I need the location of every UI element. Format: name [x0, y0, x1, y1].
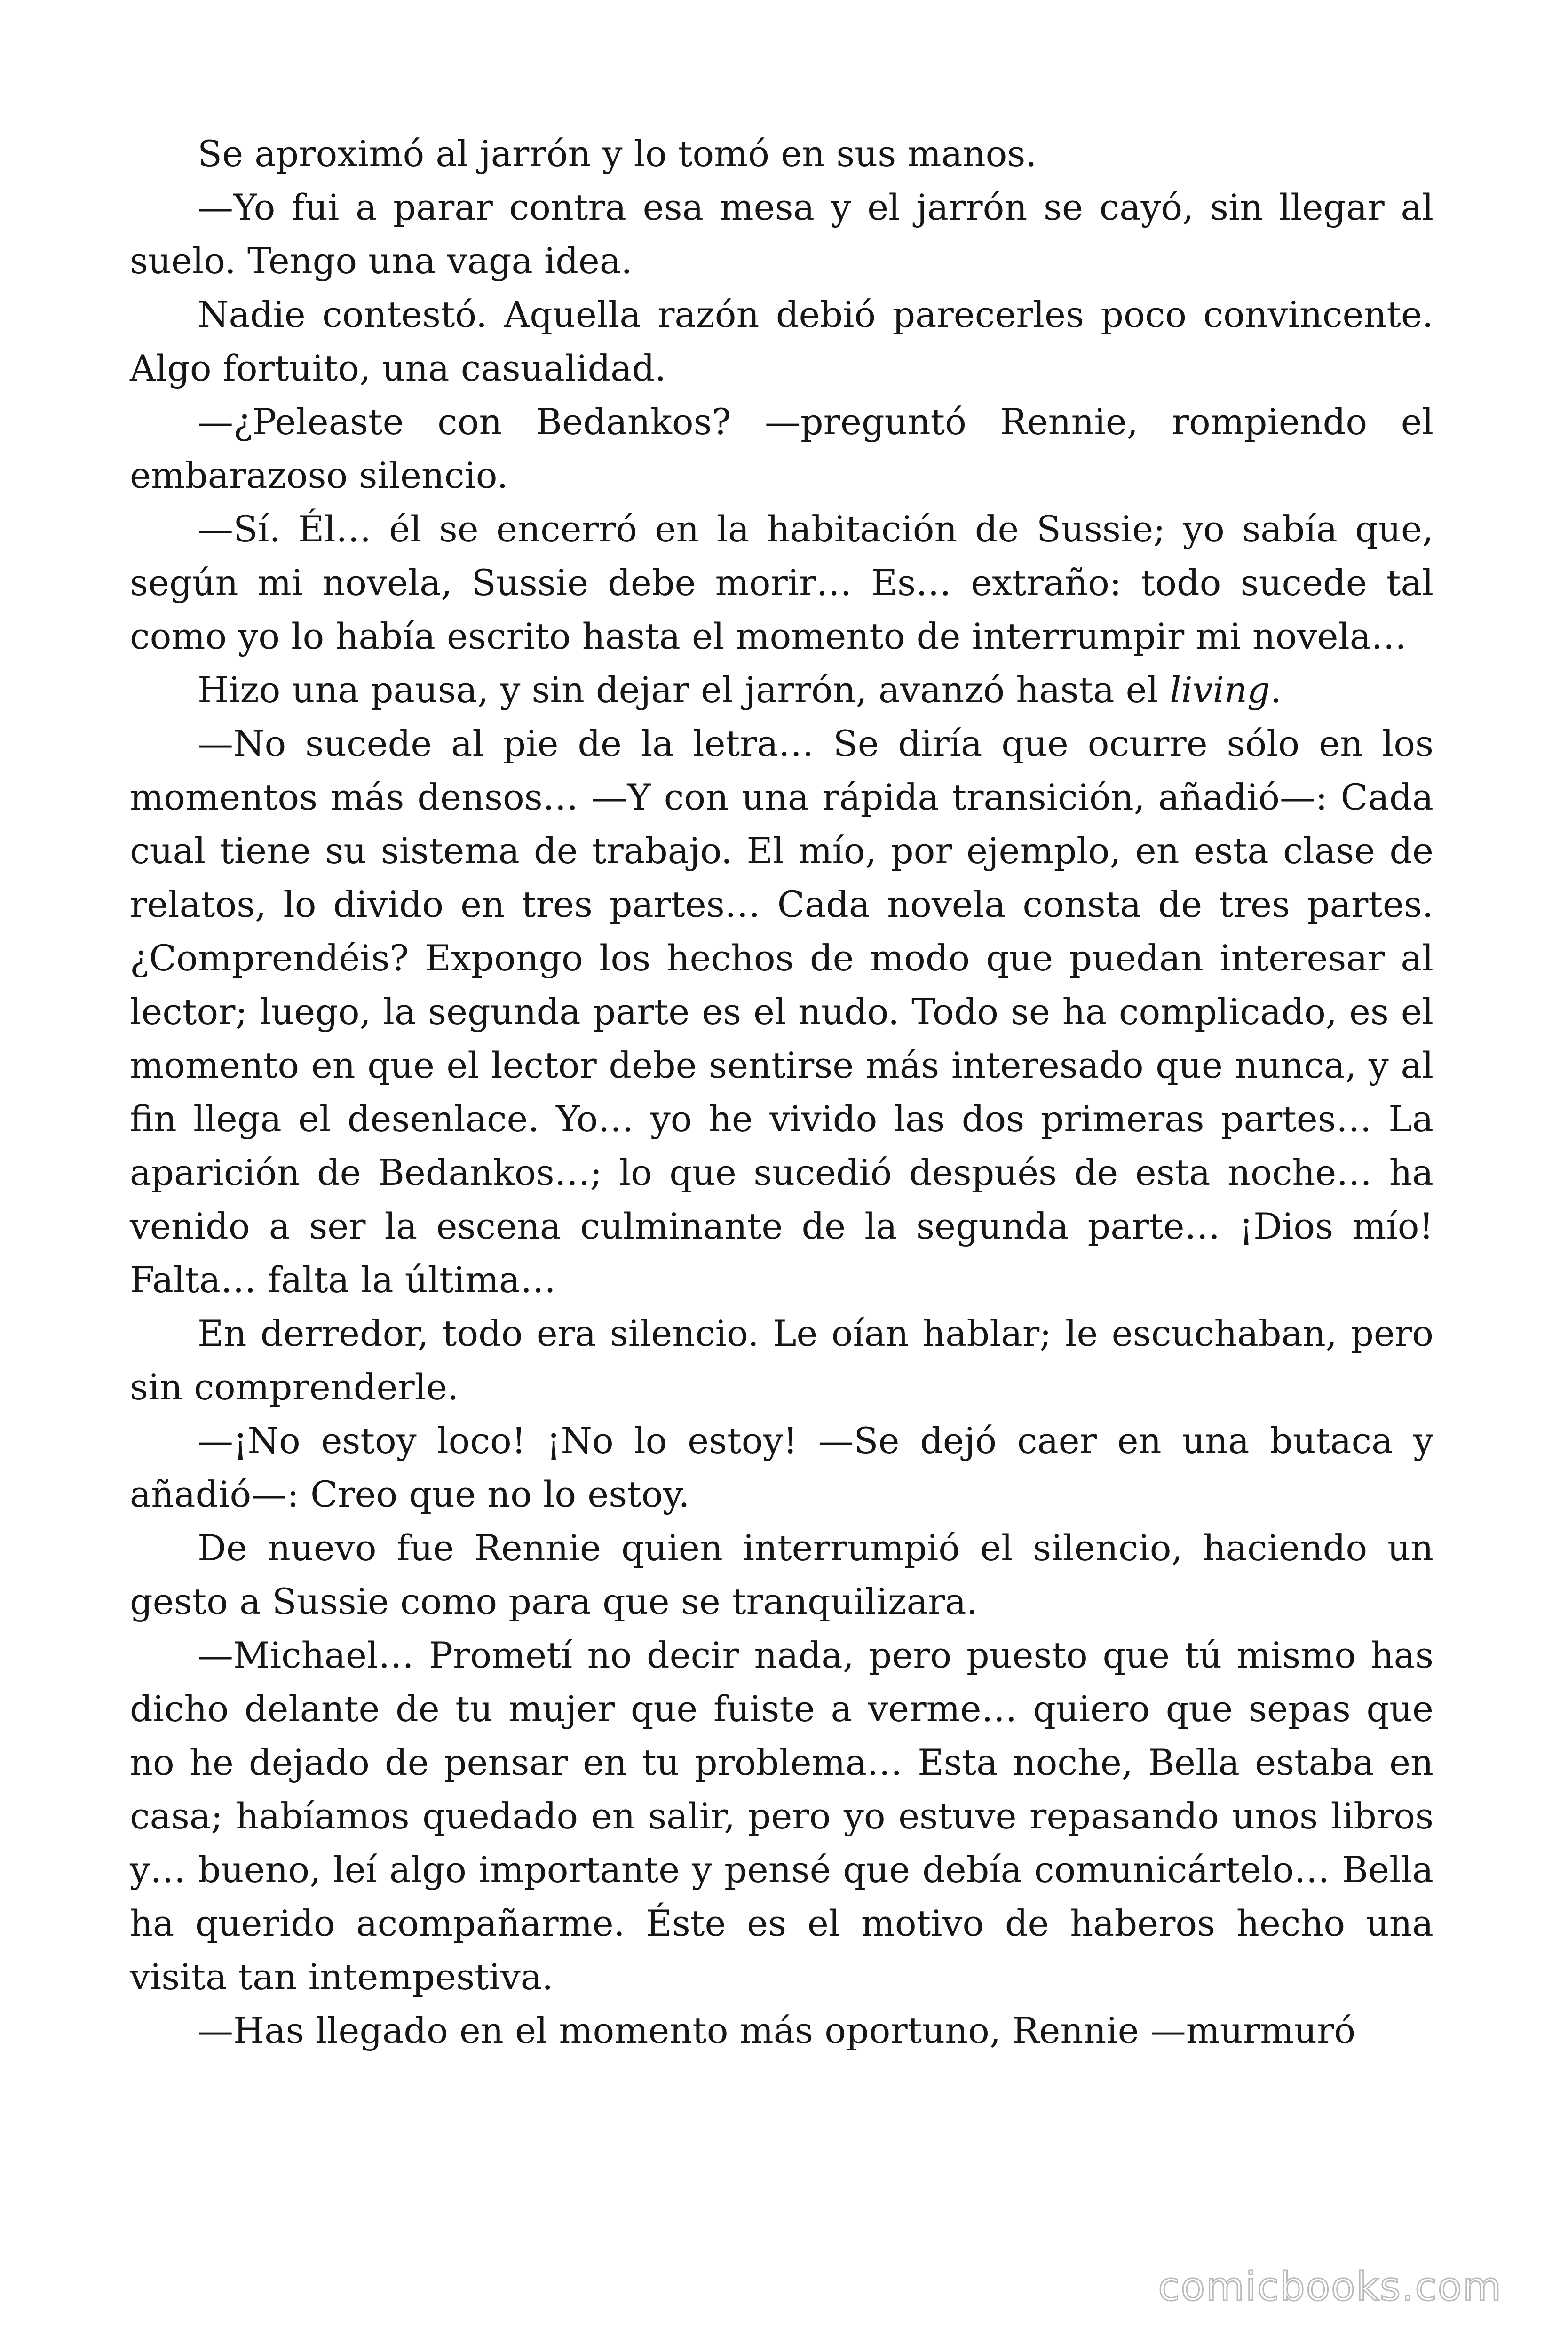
paragraph: —¿Peleaste con Bedankos? —preguntó Rennie, rompiendo el embarazoso silencio.	[130, 401, 1433, 496]
watermark: comicbooks.com	[1158, 2264, 1502, 2310]
paragraph: —No sucede al pie de la letra… Se diría que ocurre sólo en los momentos más densos… —Y con una rápida transición, añadió—: Cada cual tiene su sistema de trabajo. El mío, por ejemplo, en esta clase de relatos, lo divido en tres partes… Cada novela consta de tres partes. ¿Comprendéis? Expongo los hechos de modo que puedan interesar al lector; luego, la segunda parte es el nudo. Todo se ha complicado, es el momento en que el lector debe sentirse más interesado que nunca, y al fin llega el desenlace. Yo… yo he vivido las dos primeras partes… La aparición de Bedankos…; lo que sucedió después de esta noche… ha venido a ser la escena culminante de la segunda parte… ¡Dios mío! Falta… falta la última…	[130, 723, 1433, 1301]
page-body-text	[130, 127, 1433, 2058]
paragraph-text: Hizo una pausa, y sin dejar el jarrón, avanzó hasta el	[198, 669, 1170, 711]
paragraph: —¡No estoy loco! ¡No lo estoy! —Se dejó caer en una butaca y añadió—: Creo que no lo estoy.	[130, 1420, 1433, 1515]
paragraph: —Yo fui a parar contra esa mesa y el jarrón se cayó, sin llegar al suelo. Tengo una vaga idea.	[130, 186, 1433, 282]
paragraph: —Has llegado en el momento más oportuno, Rennie —murmuró	[198, 2010, 1356, 2051]
paragraph: Nadie contestó. Aquella razón debió parecerles poco convincente. Algo fortuito, una casualidad.	[130, 294, 1433, 389]
paragraph: De nuevo fue Rennie quien interrumpió el silencio, haciendo un gesto a Sussie como para que se tranquilizara.	[130, 1527, 1433, 1622]
paragraph: —Sí. Él… él se encerró en la habitación de Sussie; yo sabía que, según mi novela, Sussie debe morir… Es… extraño: todo sucede tal como yo lo había escrito hasta el momento de interrumpir mi novela…	[130, 508, 1433, 657]
paragraph-text: .	[1270, 669, 1282, 711]
italic-word: living	[1170, 669, 1270, 711]
paragraph: En derredor, todo era silencio. Le oían hablar; le escuchaban, pero sin comprenderle.	[130, 1312, 1433, 1408]
paragraph: Se aproximó al jarrón y lo tomó en sus manos.	[198, 133, 1037, 175]
paragraph-with-italic	[130, 663, 1433, 717]
paragraph: —Michael… Prometí no decir nada, pero puesto que tú mismo has dicho delante de tu mujer que fuiste a verme… quiero que sepas que no he dejado de pensar en tu problema… Esta noche, Bella estaba en casa; habíamos quedado en salir, pero yo estuve repasando unos libros y… bueno, leí algo importante y pensé que debía comunicártelo… Bella ha querido acompañarme. Éste es el motivo de haberos hecho una visita tan intempestiva.	[130, 1634, 1433, 1998]
